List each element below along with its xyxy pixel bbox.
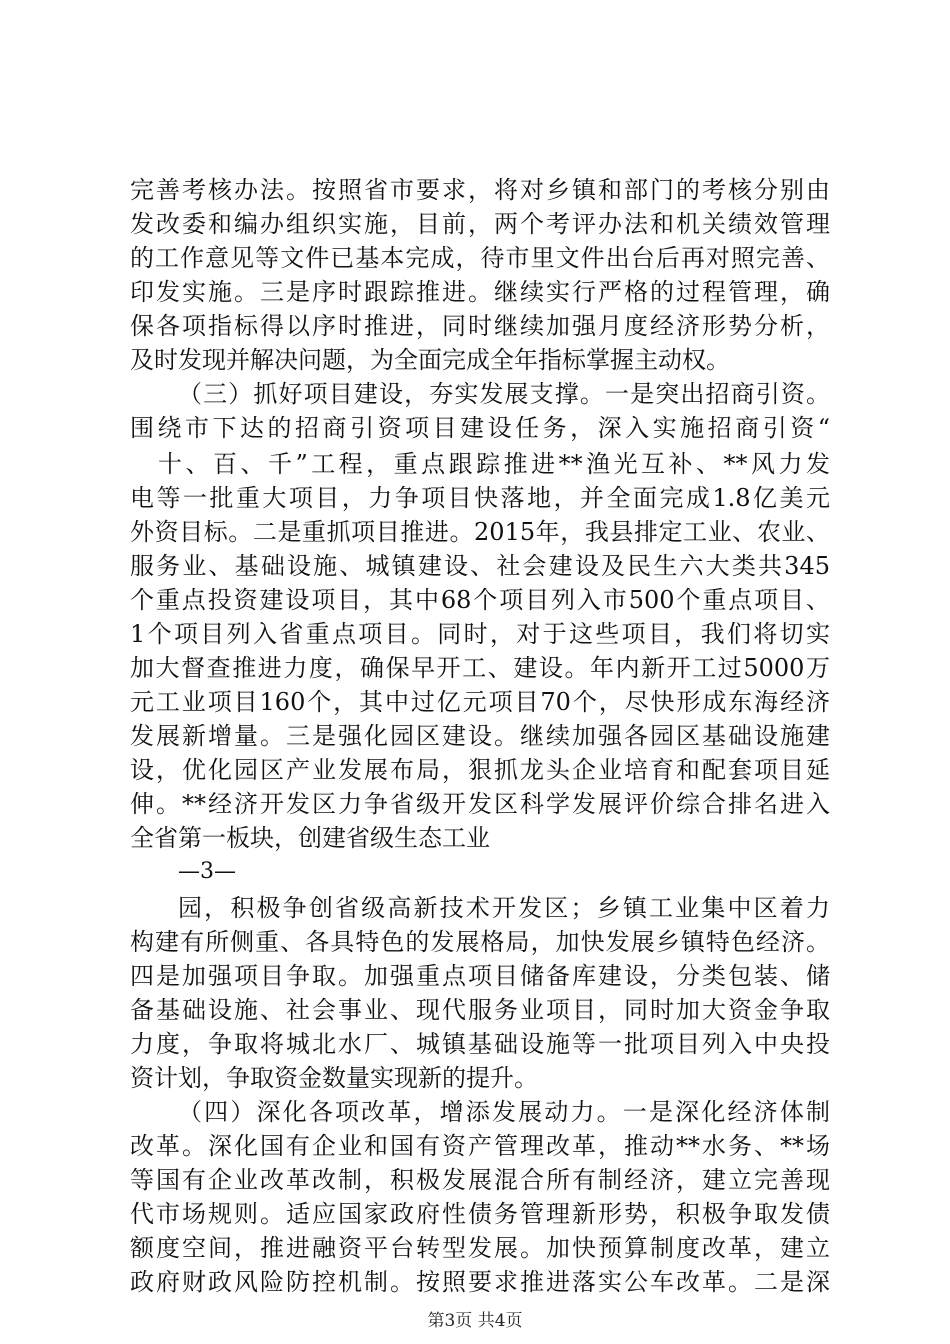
text-line: 加大督查推进力度，确保早开工、建设。年内新开工过5000万	[130, 654, 830, 682]
text-line: 四是加强项目争取。加强重点项目储备库建设，分类包装、储	[130, 962, 830, 990]
text-line: 资计划，争取资金数量实现新的提升。	[130, 1064, 538, 1092]
text-line: 印发实施。三是序时跟踪推进。继续实行严格的过程管理，确	[130, 278, 830, 306]
text-line: 完善考核办法。按照省市要求，将对乡镇和部门的考核分别由	[130, 176, 830, 204]
text-line: 伸。**经济开发区力争省级开发区科学发展评价综合排名进入	[130, 790, 830, 818]
text-line: 个重点投资建设项目，其中68个项目列入市500个重点项目、	[130, 586, 830, 614]
text-line: 围绕市下达的招商引资项目建设任务，深入实施招商引资“	[130, 414, 830, 442]
text-line: 服务业、基础设施、城镇建设、社会建设及民生六大类共345	[130, 552, 830, 580]
text-line: 及时发现并解决问题，为全面完成全年指标掌握主动权。	[130, 346, 730, 374]
text-line: 备基础设施、社会事业、现代服务业项目，同时加大资金争取	[130, 996, 830, 1024]
text-line: 等国有企业改革改制，积极发展混合所有制经济，建立完善现	[130, 1166, 830, 1194]
text-line: 改革。深化国有企业和国有资产管理改革，推动**水务、**场	[130, 1132, 830, 1160]
text-line: 保各项指标得以序时推进，同时继续加强月度经济形势分析，	[130, 312, 830, 340]
text-line: 发展新增量。三是强化园区建设。继续加强各园区基础设施建	[130, 722, 830, 750]
text-line: 外资目标。二是重抓项目推进。2015年，我县排定工业、农业、	[130, 518, 830, 546]
text-line: 园，积极争创省级高新技术开发区；乡镇工业集中区着力	[178, 894, 830, 922]
text-line: 电等一批重大项目，力争项目快落地，并全面完成1.8亿美元	[130, 484, 830, 512]
page-number-marker: —3—	[178, 859, 236, 884]
text-line: 构建有所侧重、各具特色的发展格局，加快发展乡镇特色经济。	[130, 928, 830, 956]
text-line: 政府财政风险防控机制。按照要求推进落实公车改革。二是深	[130, 1268, 830, 1296]
text-line: 1个项目列入省重点项目。同时，对于这些项目，我们将切实	[130, 620, 830, 648]
text-line: 发改委和编办组织实施，目前，两个考评办法和机关绩效管理	[130, 210, 830, 238]
text-line: 设，优化园区产业发展布局，狠抓龙头企业培育和配套项目延	[130, 756, 830, 784]
section-heading-line: （四）深化各项改革，增添发展动力。一是深化经济体制	[178, 1098, 830, 1126]
text-line: 代市场规则。适应国家政府性债务管理新形势，积极争取发债	[130, 1200, 830, 1228]
section-heading-line: （三）抓好项目建设，夯实发展支撑。一是突出招商引资。	[178, 380, 830, 408]
text-line: 元工业项目160个，其中过亿元项目70个，尽快形成东海经济	[130, 688, 830, 716]
page-footer: 第3页 共4页	[427, 1311, 523, 1331]
text-line: 额度空间，推进融资平台转型发展。加快预算制度改革，建立	[130, 1234, 830, 1262]
text-line: 力度，争取将城北水厂、城镇基础设施等一批项目列入中央投	[130, 1030, 830, 1058]
text-line: 的工作意见等文件已基本完成，待市里文件出台后再对照完善、	[130, 244, 830, 272]
text-line: 十、百、千”工程，重点跟踪推进**渔光互补、**风力发	[158, 450, 830, 478]
text-line: 全省第一板块，创建省级生态工业	[130, 824, 490, 852]
